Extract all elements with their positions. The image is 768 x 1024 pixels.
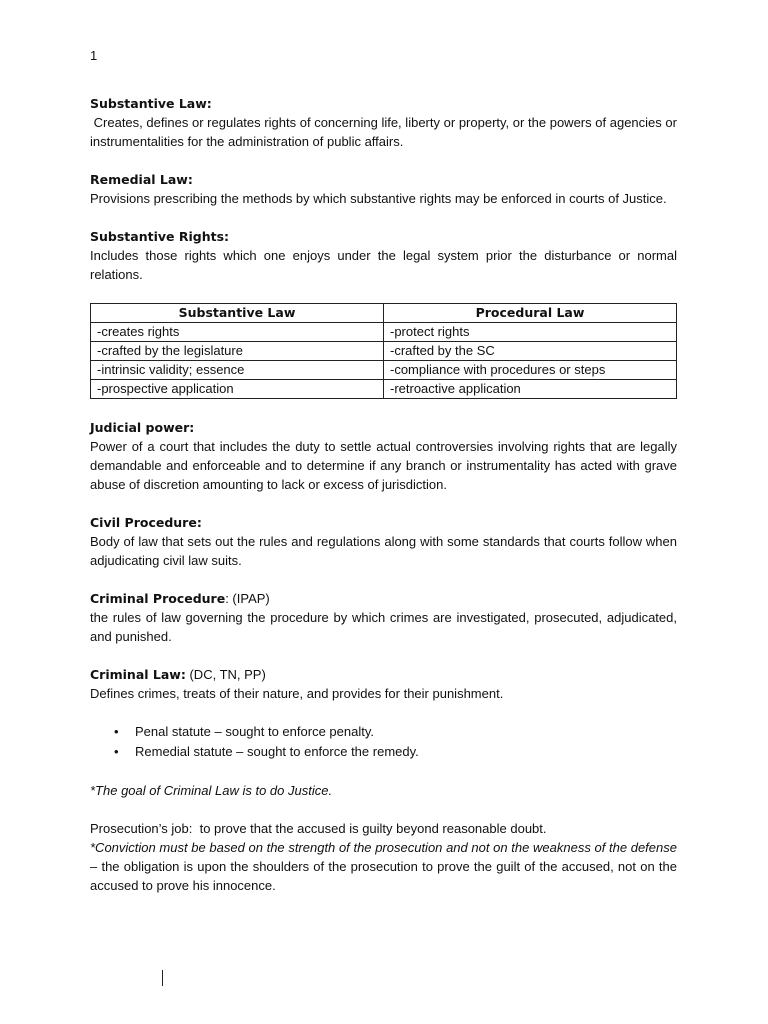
goal-note: *The goal of Criminal Law is to do Justice. (90, 783, 333, 798)
bullet-icon: • (114, 744, 119, 759)
section-heading-line (90, 665, 677, 684)
section-heading: Substantive Law: (90, 96, 212, 111)
section-text: Body of law that sets out the rules and regulations along with some standards that courts follow when adjudicating civil law suits. (90, 534, 677, 568)
section-civil-procedure (90, 513, 677, 570)
bullet-icon: • (114, 724, 119, 739)
table-header-procedural: Procedural Law (384, 304, 677, 323)
section-heading-line (90, 589, 677, 608)
section-text: Includes those rights which one enjoys under the legal system prior the disturbance or normal relations. (90, 248, 677, 282)
section-heading: Substantive Rights: (90, 229, 230, 244)
table-row (91, 380, 677, 399)
table-header-row (91, 304, 677, 323)
text-cursor-mark (162, 970, 163, 986)
page-number: 1 (90, 48, 98, 63)
table-cell: -retroactive application (384, 380, 677, 399)
comparison-table (90, 303, 677, 399)
document-body (90, 94, 681, 895)
prosecution-paragraph (90, 838, 677, 895)
section-remedial-law (90, 170, 677, 208)
section-text: Creates, defines or regulates rights of concerning life, liberty or property, or the powers of agencies or instrumentalities for the administration of public affairs. (90, 115, 681, 149)
table-row (91, 342, 677, 361)
section-text: Provisions prescribing the methods by which substantive rights may be enforced in courts of Justice. (90, 191, 667, 206)
section-criminal-procedure (90, 589, 677, 646)
section-text: the rules of law governing the procedure by which crimes are investigated, prosecuted, adjudicated, and punished. (90, 610, 677, 644)
table-cell: -crafted by the legislature (91, 342, 384, 361)
statute-list (90, 722, 677, 762)
conviction-note: *Conviction must be based on the strength of the prosecution and not on the weakness of the defense (90, 840, 677, 855)
section-text: Defines crimes, treats of their nature, and provides for their punishment. (90, 686, 504, 701)
section-criminal-law (90, 665, 677, 703)
table-cell: -crafted by the SC (384, 342, 677, 361)
list-item (114, 722, 677, 742)
table-cell: -protect rights (384, 323, 677, 342)
list-item-text: Remedial statute – sought to enforce the remedy. (135, 744, 419, 759)
section-substantive-law (90, 94, 681, 151)
table-cell: -prospective application (91, 380, 384, 399)
section-heading: Remedial Law: (90, 172, 193, 187)
section-text: Power of a court that includes the duty to settle actual controversies involving rights that are legally demandable and enforceable and to determine if any branch or instrumentality has acted with grave abuse of discretion amounting to lack or excess of jurisdiction. (90, 439, 677, 492)
section-heading-note: : (IPAP) (225, 591, 270, 606)
list-item-text: Penal statute – sought to enforce penalty. (135, 724, 374, 739)
table-cell: -intrinsic validity; essence (91, 361, 384, 380)
section-heading: Criminal Procedure (90, 591, 226, 606)
table-row (91, 323, 677, 342)
prosecution-rest: – the obligation is upon the shoulders of the prosecution to prove the guilt of the accused, not on the accused to prove his innocence. (90, 859, 677, 893)
section-heading: Civil Procedure: (90, 515, 202, 530)
section-heading: Criminal Law: (90, 667, 186, 682)
prosecution-section (90, 819, 677, 895)
prosecution-line: Prosecution’s job: to prove that the accused is guilty beyond reasonable doubt. (90, 821, 547, 836)
table-cell: -creates rights (91, 323, 384, 342)
section-heading-note: (DC, TN, PP) (185, 667, 266, 682)
table-row (91, 361, 677, 380)
table-cell: -compliance with procedures or steps (384, 361, 677, 380)
list-item (114, 742, 677, 762)
section-substantive-rights (90, 227, 677, 284)
section-heading: Judicial power: (90, 420, 195, 435)
section-judicial-power (90, 418, 677, 494)
table-header-substantive: Substantive Law (91, 304, 384, 323)
